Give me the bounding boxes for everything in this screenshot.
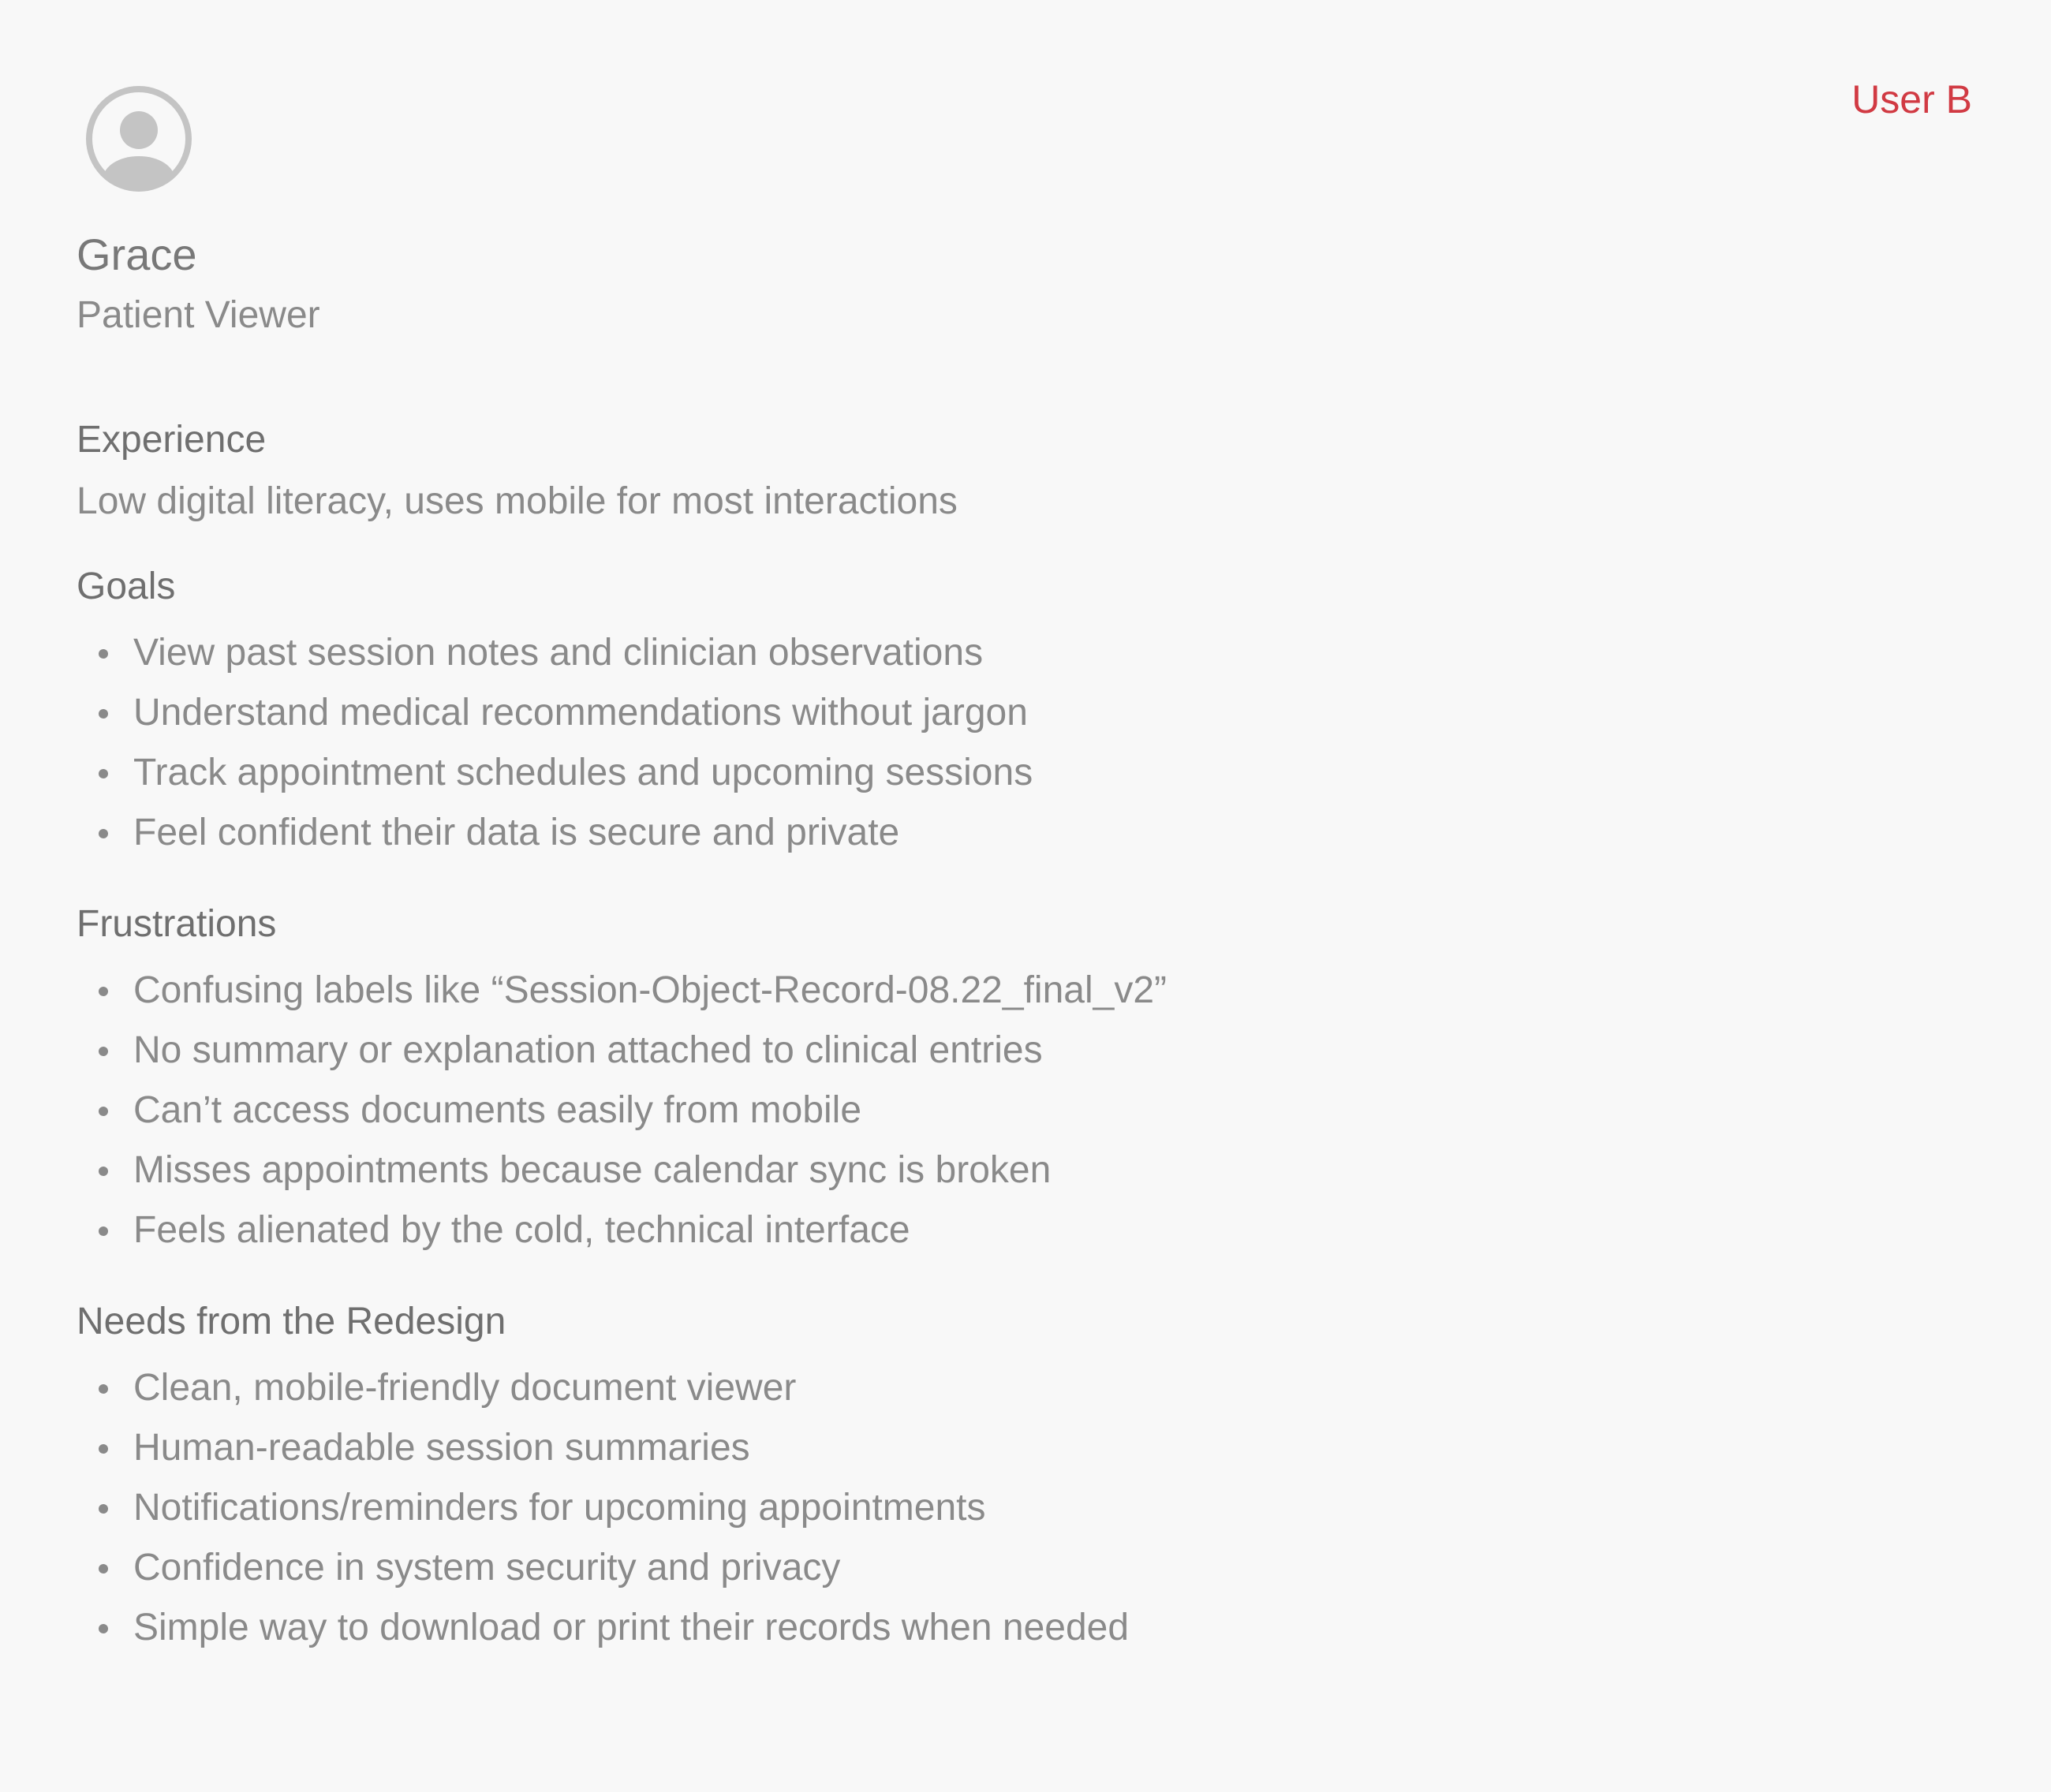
persona-role: Patient Viewer xyxy=(77,294,320,336)
need-item: Simple way to download or print their records when needed xyxy=(77,1598,1970,1658)
needs-section xyxy=(77,1298,1970,1658)
frustrations-section xyxy=(77,901,1970,1260)
persona-name: Grace xyxy=(77,230,197,279)
frustration-item: Misses appointments because calendar sync is broken xyxy=(77,1141,1970,1200)
need-item: Notifications/reminders for upcoming appointments xyxy=(77,1478,1970,1538)
goal-item: Feel confident their data is secure and private xyxy=(77,803,1970,863)
goal-item: Understand medical recommendations without jargon xyxy=(77,683,1970,743)
needs-heading: Needs from the Redesign xyxy=(77,1301,506,1342)
experience-heading: Experience xyxy=(77,419,267,461)
goal-item: Track appointment schedules and upcoming sessions xyxy=(77,743,1970,803)
frustration-item: Confusing labels like “Session-Object-Record-08.22_final_v2” xyxy=(77,961,1970,1021)
user-avatar-icon xyxy=(85,85,192,192)
user-tag-label: User B xyxy=(1851,77,1972,121)
need-item: Human-readable session summaries xyxy=(77,1418,1970,1478)
goals-list xyxy=(77,623,1970,863)
goals-heading: Goals xyxy=(77,566,176,607)
needs-list xyxy=(77,1358,1970,1658)
frustration-item: No summary or explanation attached to clinical entries xyxy=(77,1021,1970,1081)
experience-section xyxy=(77,416,1970,525)
experience-text: Low digital literacy, uses mobile for most interactions xyxy=(77,480,958,522)
goals-section xyxy=(77,563,1970,863)
frustrations-heading: Frustrations xyxy=(77,903,277,945)
frustration-item: Can’t access documents easily from mobile xyxy=(77,1081,1970,1141)
goal-item: View past session notes and clinician observations xyxy=(77,623,1970,683)
need-item: Clean, mobile-friendly document viewer xyxy=(77,1358,1970,1418)
frustration-item: Feels alienated by the cold, technical interface xyxy=(77,1200,1970,1260)
need-item: Confidence in system security and privacy xyxy=(77,1538,1970,1598)
frustrations-list xyxy=(77,961,1970,1260)
